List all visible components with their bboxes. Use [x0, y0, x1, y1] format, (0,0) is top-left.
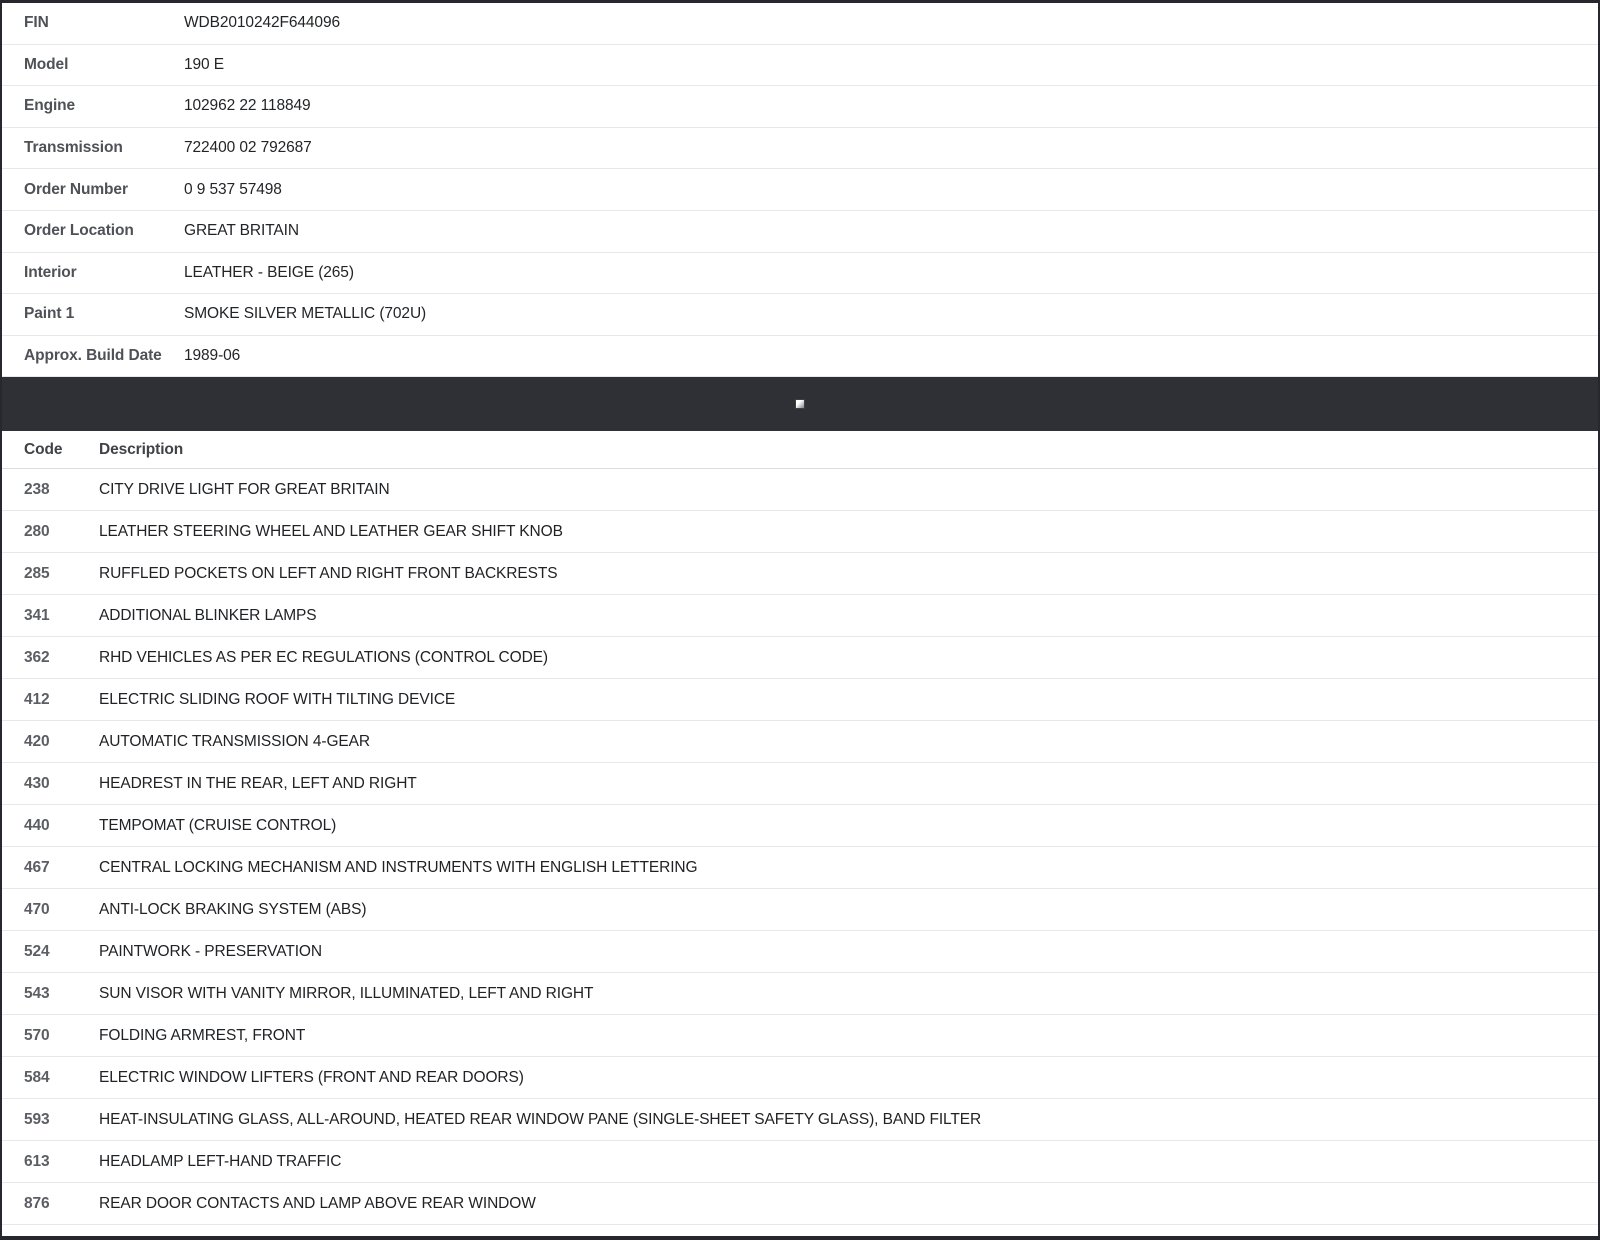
description-cell: FOLDING ARMREST, FRONT — [99, 1026, 306, 1044]
info-label: Interior — [24, 263, 77, 281]
description-cell: CITY DRIVE LIGHT FOR GREAT BRITAIN — [99, 480, 390, 498]
info-value: LEATHER - BEIGE (265) — [184, 263, 354, 281]
table-row — [2, 679, 1598, 721]
description-cell: HEADREST IN THE REAR, LEFT AND RIGHT — [99, 774, 417, 792]
table-row — [2, 721, 1598, 763]
description-cell: ANTI-LOCK BRAKING SYSTEM (ABS) — [99, 900, 367, 918]
info-value: GREAT BRITAIN — [184, 222, 299, 240]
info-label: Order Location — [24, 222, 134, 240]
description-cell: AUTOMATIC TRANSMISSION 4-GEAR — [99, 732, 370, 750]
description-cell: RHD VEHICLES AS PER EC REGULATIONS (CONTROL CODE) — [99, 648, 548, 666]
info-value: SMOKE SILVER METALLIC (702U) — [184, 305, 427, 323]
code-cell: 238 — [24, 480, 50, 498]
code-cell: 412 — [24, 690, 50, 708]
codes-table-header — [2, 431, 1598, 469]
info-value: 102962 22 118849 — [184, 97, 311, 115]
info-value: WDB2010242F644096 — [184, 14, 340, 32]
description-cell: ELECTRIC SLIDING ROOF WITH TILTING DEVICE — [99, 690, 456, 708]
code-cell: 285 — [24, 564, 50, 582]
description-cell: HEAT-INSULATING GLASS, ALL-AROUND, HEATED REAR WINDOW PANE (SINGLE-SHEET SAFETY GLASS), BAND FILTER — [99, 1110, 982, 1128]
code-cell: 440 — [24, 816, 50, 834]
description-cell: RUFFLED POCKETS ON LEFT AND RIGHT FRONT BACKRESTS — [99, 564, 558, 582]
vehicle-info-row — [2, 86, 1598, 128]
code-cell: 341 — [24, 606, 50, 624]
code-cell: 593 — [24, 1110, 50, 1128]
description-cell: PAINTWORK - PRESERVATION — [99, 942, 322, 960]
vehicle-info-row — [2, 253, 1598, 295]
code-cell: 430 — [24, 774, 50, 792]
table-row — [2, 1057, 1598, 1099]
table-row — [2, 469, 1598, 511]
description-cell: HEADLAMP LEFT-HAND TRAFFIC — [99, 1152, 342, 1170]
vehicle-info-row — [2, 45, 1598, 87]
description-cell: TEMPOMAT (CRUISE CONTROL) — [99, 816, 337, 834]
table-row — [2, 847, 1598, 889]
vehicle-info-row — [2, 128, 1598, 170]
description-cell: SUN VISOR WITH VANITY MIRROR, ILLUMINATED, LEFT AND RIGHT — [99, 984, 594, 1002]
table-row — [2, 553, 1598, 595]
info-label: Order Number — [24, 180, 128, 198]
code-cell: 470 — [24, 900, 50, 918]
info-value: 722400 02 792687 — [184, 139, 312, 157]
code-cell: 420 — [24, 732, 50, 750]
vehicle-info-row — [2, 294, 1598, 336]
info-label: FIN — [24, 14, 49, 32]
description-cell: ELECTRIC WINDOW LIFTERS (FRONT AND REAR DOORS) — [99, 1068, 524, 1086]
info-value: 1989-06 — [184, 347, 241, 365]
codes-table — [2, 431, 1598, 1225]
code-column-header: Code — [24, 440, 63, 458]
code-cell: 584 — [24, 1068, 50, 1086]
broken-image-icon — [796, 400, 804, 408]
info-label: Engine — [24, 97, 76, 115]
table-row — [2, 1141, 1598, 1183]
description-column-header: Description — [99, 440, 184, 458]
description-cell: CENTRAL LOCKING MECHANISM AND INSTRUMENTS WITH ENGLISH LETTERING — [99, 858, 698, 876]
table-row — [2, 1015, 1598, 1057]
code-cell: 543 — [24, 984, 50, 1002]
code-cell: 280 — [24, 522, 50, 540]
code-cell: 524 — [24, 942, 50, 960]
vehicle-info-row — [2, 169, 1598, 211]
codes-table-body — [2, 469, 1598, 1225]
table-row — [2, 637, 1598, 679]
vehicle-info-table — [2, 3, 1598, 377]
description-cell: ADDITIONAL BLINKER LAMPS — [99, 606, 317, 624]
info-label: Approx. Build Date — [24, 347, 162, 365]
table-row — [2, 511, 1598, 553]
vehicle-info-row — [2, 336, 1598, 378]
table-row — [2, 889, 1598, 931]
table-row — [2, 805, 1598, 847]
table-row — [2, 763, 1598, 805]
vehicle-info-row — [2, 3, 1598, 45]
table-row — [2, 1099, 1598, 1141]
info-label: Model — [24, 55, 69, 73]
table-row — [2, 1183, 1598, 1225]
section-banner — [2, 377, 1598, 431]
description-cell: LEATHER STEERING WHEEL AND LEATHER GEAR SHIFT KNOB — [99, 522, 563, 540]
code-cell: 570 — [24, 1026, 50, 1044]
info-label: Paint 1 — [24, 305, 75, 323]
vehicle-info-row — [2, 211, 1598, 253]
code-cell: 876 — [24, 1194, 50, 1212]
table-row — [2, 931, 1598, 973]
info-value: 0 9 537 57498 — [184, 180, 282, 198]
description-cell: REAR DOOR CONTACTS AND LAMP ABOVE REAR WINDOW — [99, 1194, 536, 1212]
table-row — [2, 973, 1598, 1015]
info-label: Transmission — [24, 139, 123, 157]
table-row — [2, 595, 1598, 637]
code-cell: 362 — [24, 648, 50, 666]
code-cell: 613 — [24, 1152, 50, 1170]
code-cell: 467 — [24, 858, 50, 876]
info-value: 190 E — [184, 55, 225, 73]
